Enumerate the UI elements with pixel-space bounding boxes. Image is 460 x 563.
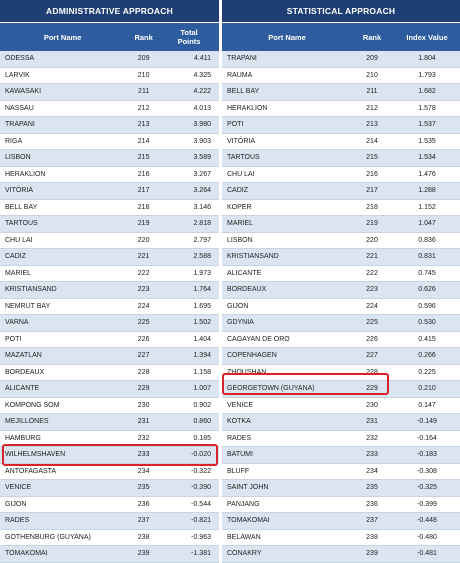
rank-cell: 223 <box>366 286 378 294</box>
rank-cell: 235 <box>366 484 378 492</box>
port-name-cell: RADES <box>5 517 30 525</box>
rank-cell: 223 <box>137 286 150 294</box>
table-row <box>222 348 460 365</box>
port-name-cell: BORDEAUX <box>227 286 267 294</box>
table-body <box>222 51 460 563</box>
table-row <box>222 282 460 299</box>
value-cell: 0.596 <box>418 302 436 310</box>
port-name-cell: KRISTIANSAND <box>227 253 279 261</box>
port-name-cell: MAZATLAN <box>5 352 42 360</box>
rank-cell: 210 <box>137 71 150 79</box>
port-name-cell: RIGA <box>5 137 23 145</box>
value-cell: -0.399 <box>417 500 437 508</box>
rank-cell: 228 <box>137 368 150 376</box>
value-cell: 1.973 <box>193 269 211 277</box>
header-port-name: Port Name <box>43 32 82 42</box>
value-cell: 1.534 <box>418 154 436 162</box>
table-row <box>222 315 460 332</box>
rank-cell: 224 <box>366 302 378 310</box>
rank-cell: 219 <box>137 220 150 228</box>
table-row <box>0 167 219 184</box>
port-name-cell: ALICANTE <box>227 269 262 277</box>
table-row <box>222 68 460 85</box>
rank-cell: 231 <box>366 418 378 426</box>
table-body <box>0 51 219 563</box>
port-name-cell: GOTHENBURG (GUYANA) <box>5 533 91 541</box>
port-name-cell: VITÓRIA <box>227 137 256 145</box>
rank-cell: 220 <box>137 236 150 244</box>
table-row <box>0 216 219 233</box>
rank-cell: 227 <box>366 352 378 360</box>
rank-cell: 221 <box>366 253 378 261</box>
value-cell: 1.404 <box>193 335 211 343</box>
port-name-cell: POTI <box>5 335 22 343</box>
table-row <box>222 414 460 431</box>
table-row <box>222 431 460 448</box>
table-row <box>0 200 219 217</box>
rank-cell: 237 <box>366 517 378 525</box>
table-row <box>222 497 460 514</box>
value-cell: 0.530 <box>418 319 436 327</box>
value-cell: 4.013 <box>193 104 211 112</box>
port-name-cell: GIJON <box>5 500 27 508</box>
port-name-cell: GDYNIA <box>227 319 254 327</box>
rank-cell: 225 <box>137 319 150 327</box>
value-cell: 1.537 <box>418 121 436 129</box>
table-row <box>0 513 219 530</box>
table-row <box>0 414 219 431</box>
value-cell: 1.502 <box>193 319 211 327</box>
value-cell: 1.288 <box>418 187 436 195</box>
rank-cell: 218 <box>366 203 378 211</box>
table-row <box>0 546 219 563</box>
table-title: STATISTICAL APPROACH <box>222 0 460 22</box>
value-cell: -0.390 <box>191 484 211 492</box>
rank-cell: 224 <box>137 302 150 310</box>
rank-cell: 233 <box>137 451 150 459</box>
table-row <box>222 200 460 217</box>
port-name-cell: GEORGETOWN (GUYANA) <box>227 385 315 393</box>
table-row <box>0 51 219 68</box>
value-cell: 3.980 <box>193 121 211 129</box>
table-row <box>222 249 460 266</box>
rank-cell: 217 <box>137 187 150 195</box>
port-name-cell: ODESSA <box>5 55 35 63</box>
rank-cell: 211 <box>138 88 150 96</box>
value-cell: 3.264 <box>193 187 211 195</box>
port-name-cell: LISBON <box>5 154 31 162</box>
port-name-cell: NASSAU <box>5 104 34 112</box>
port-name-cell: BELAWAN <box>227 533 261 541</box>
rank-cell: 228 <box>366 368 378 376</box>
statistical-approach-table <box>222 0 460 563</box>
port-name-cell: TARTOUS <box>5 220 38 228</box>
value-cell: 1.695 <box>193 302 211 310</box>
value-cell: 0.147 <box>418 401 436 409</box>
port-name-cell: TRAPANI <box>227 55 257 63</box>
rank-cell: 212 <box>137 104 150 112</box>
value-cell: 1.394 <box>193 352 211 360</box>
value-cell: 1.158 <box>193 368 211 376</box>
value-cell: 1.152 <box>418 203 436 211</box>
rank-cell: 222 <box>366 269 378 277</box>
port-name-cell: VENICE <box>227 401 254 409</box>
value-cell: -0.308 <box>417 467 437 475</box>
rank-cell: 213 <box>137 121 150 129</box>
header-index-value: Index Value <box>406 32 448 42</box>
port-name-cell: PANJANG <box>227 500 260 508</box>
rank-cell: 232 <box>366 434 378 442</box>
table-row <box>0 282 219 299</box>
rank-cell: 238 <box>366 533 378 541</box>
value-cell: 0.902 <box>193 401 211 409</box>
port-name-cell: TOMAKOMAI <box>5 550 48 558</box>
table-row <box>0 183 219 200</box>
port-name-cell: VARNA <box>5 319 29 327</box>
rank-cell: 236 <box>137 500 150 508</box>
port-name-cell: RAUMA <box>227 71 253 79</box>
table-row <box>0 480 219 497</box>
rank-cell: 214 <box>366 137 378 145</box>
table-row <box>0 150 219 167</box>
header-rank: Rank <box>362 32 382 42</box>
table-row <box>222 266 460 283</box>
value-cell: 0.745 <box>418 269 436 277</box>
table-row <box>222 464 460 481</box>
value-cell: 1.793 <box>418 71 436 79</box>
table-row <box>0 233 219 250</box>
rank-cell: 239 <box>137 550 150 558</box>
table-row <box>0 134 219 151</box>
table-row <box>222 51 460 68</box>
port-name-cell: VENICE <box>5 484 32 492</box>
value-cell: 1.535 <box>418 137 436 145</box>
value-cell: 1.007 <box>193 385 211 393</box>
rank-cell: 217 <box>366 187 378 195</box>
rank-cell: 209 <box>366 55 378 63</box>
value-cell: 1.047 <box>418 220 436 228</box>
table-row <box>222 546 460 563</box>
value-cell: 0.185 <box>193 434 211 442</box>
port-name-cell: KAWASAKI <box>5 88 42 96</box>
port-name-cell: TRAPANI <box>5 121 35 129</box>
table-row <box>222 101 460 118</box>
table-row <box>0 84 219 101</box>
rank-cell: 222 <box>137 269 150 277</box>
table-row <box>0 249 219 266</box>
rank-cell: 221 <box>137 253 150 261</box>
port-name-cell: COPENHAGEN <box>227 352 277 360</box>
port-name-cell: TOMAKOMAI <box>227 517 270 525</box>
rank-cell: 215 <box>137 154 150 162</box>
rank-cell: 234 <box>137 467 150 475</box>
value-cell: 0.626 <box>418 286 436 294</box>
rank-cell: 227 <box>137 352 150 360</box>
value-cell: 4.222 <box>193 88 211 96</box>
header-total-points: Total Points <box>177 28 201 46</box>
port-name-cell: ALICANTE <box>5 385 40 393</box>
port-name-cell: MARIEL <box>227 220 254 228</box>
table-row <box>0 365 219 382</box>
rank-cell: 234 <box>366 467 378 475</box>
value-cell: 2.818 <box>193 220 211 228</box>
port-name-cell: CONAKRY <box>227 550 262 558</box>
rank-cell: 216 <box>137 170 150 178</box>
table-row <box>0 332 219 349</box>
rank-cell: 229 <box>366 385 378 393</box>
port-name-cell: CAGAYAN DE ORO <box>227 335 290 343</box>
table-row <box>0 68 219 85</box>
table-row <box>222 513 460 530</box>
rank-cell: 229 <box>137 385 150 393</box>
value-cell: 3.146 <box>193 203 211 211</box>
port-name-cell: CHU LAI <box>227 170 255 178</box>
rank-cell: 226 <box>137 335 150 343</box>
rank-cell: 218 <box>137 203 150 211</box>
header-port-name: Port Name <box>268 32 306 42</box>
rank-cell: 214 <box>137 137 150 145</box>
value-cell: 1.578 <box>418 104 436 112</box>
port-name-cell: VITÓRIA <box>5 187 34 195</box>
table-row <box>0 315 219 332</box>
table-row <box>0 299 219 316</box>
port-name-cell: LISBON <box>227 236 253 244</box>
value-cell: 0.831 <box>418 253 436 261</box>
rank-cell: 219 <box>366 220 378 228</box>
rades-highlight-right <box>222 373 389 395</box>
table-row <box>0 398 219 415</box>
table-row <box>0 117 219 134</box>
rades-highlight-left <box>2 444 218 466</box>
rank-cell: 209 <box>137 55 150 63</box>
port-name-cell: HAMBURG <box>5 434 41 442</box>
port-name-cell: BATUMI <box>227 451 253 459</box>
port-name-cell: POTI <box>227 121 244 129</box>
rank-cell: 230 <box>137 401 150 409</box>
table-row <box>222 150 460 167</box>
table-row <box>222 398 460 415</box>
port-name-cell: CHU LAI <box>5 236 33 244</box>
table-row <box>222 233 460 250</box>
port-name-cell: KOMPONG SOM <box>5 401 60 409</box>
rank-cell: 226 <box>366 335 378 343</box>
table-row <box>222 299 460 316</box>
port-name-cell: SAINT JOHN <box>227 484 269 492</box>
value-cell: 1.804 <box>418 55 436 63</box>
value-cell: 0.836 <box>418 236 436 244</box>
table-row <box>222 530 460 547</box>
column-headers <box>222 22 460 51</box>
value-cell: 4.325 <box>193 71 211 79</box>
table-row <box>222 480 460 497</box>
value-cell: 0.415 <box>418 335 436 343</box>
rank-cell: 212 <box>366 104 378 112</box>
value-cell: 0.266 <box>418 352 436 360</box>
rank-cell: 238 <box>137 533 150 541</box>
value-cell: 1.764 <box>193 286 211 294</box>
table-row <box>222 183 460 200</box>
value-cell: -0.164 <box>417 434 437 442</box>
value-cell: -0.544 <box>191 500 211 508</box>
rank-cell: 225 <box>366 319 378 327</box>
table-row <box>0 266 219 283</box>
value-cell: 2.797 <box>193 236 211 244</box>
value-cell: -0.821 <box>191 517 211 525</box>
rank-cell: 239 <box>366 550 378 558</box>
table-row <box>222 84 460 101</box>
value-cell: -0.448 <box>417 517 437 525</box>
value-cell: 2.588 <box>193 253 211 261</box>
value-cell: 1.682 <box>418 88 436 96</box>
administrative-approach-table <box>0 0 219 563</box>
rank-cell: 220 <box>366 236 378 244</box>
table-title: ADMINISTRATIVE APPROACH <box>0 0 219 22</box>
rank-cell: 233 <box>366 451 378 459</box>
port-name-cell: KRISTIANSAND <box>5 286 57 294</box>
port-name-cell: ZHOUSHAN <box>227 368 267 376</box>
value-cell: -0.183 <box>417 451 437 459</box>
value-cell: 0.210 <box>418 385 436 393</box>
port-name-cell: MEJILLONES <box>5 418 49 426</box>
rank-cell: 211 <box>366 88 378 96</box>
port-name-cell: WILHELMSHAVEN <box>5 451 66 459</box>
port-name-cell: KOPER <box>227 203 252 211</box>
rank-cell: 213 <box>366 121 378 129</box>
port-name-cell: BELL BAY <box>227 88 260 96</box>
rank-cell: 232 <box>137 434 150 442</box>
table-row <box>222 167 460 184</box>
rank-cell: 216 <box>366 170 378 178</box>
value-cell: 3.267 <box>193 170 211 178</box>
rank-cell: 231 <box>137 418 150 426</box>
table-row <box>222 117 460 134</box>
value-cell: -0.480 <box>417 533 437 541</box>
table-row <box>0 530 219 547</box>
port-name-cell: GIJON <box>227 302 249 310</box>
table-row <box>222 216 460 233</box>
table-row <box>0 497 219 514</box>
table-row <box>222 134 460 151</box>
value-cell: 0.860 <box>193 418 211 426</box>
value-cell: 0.225 <box>418 368 436 376</box>
rank-cell: 237 <box>137 517 150 525</box>
value-cell: -0.020 <box>191 451 211 459</box>
port-name-cell: HERAKLION <box>227 104 268 112</box>
rank-cell: 215 <box>366 154 378 162</box>
port-name-cell: KOTKA <box>227 418 251 426</box>
value-cell: 1.476 <box>418 170 436 178</box>
table-row <box>0 348 219 365</box>
column-headers <box>0 22 219 51</box>
table-row <box>0 101 219 118</box>
value-cell: 4.411 <box>194 55 211 63</box>
port-name-cell: BLUFF <box>227 467 250 475</box>
rank-cell: 236 <box>366 500 378 508</box>
header-rank: Rank <box>134 32 153 42</box>
port-name-cell: HERAKLION <box>5 170 46 178</box>
value-cell: 3.589 <box>193 154 211 162</box>
port-name-cell: MARIEL <box>5 269 32 277</box>
table-row <box>222 447 460 464</box>
port-name-cell: BORDEAUX <box>5 368 45 376</box>
port-name-cell: ANTOFAGASTA <box>5 467 57 475</box>
value-cell: -0.149 <box>417 418 437 426</box>
port-name-cell: TARTOUS <box>227 154 260 162</box>
table-row <box>222 332 460 349</box>
port-name-cell: CADIZ <box>5 253 26 261</box>
port-name-cell: RADES <box>227 434 252 442</box>
rank-cell: 230 <box>366 401 378 409</box>
rank-cell: 235 <box>137 484 150 492</box>
value-cell: -1.381 <box>191 550 211 558</box>
value-cell: 3.903 <box>193 137 211 145</box>
value-cell: -0.322 <box>191 467 211 475</box>
port-name-cell: NEMRUT BAY <box>5 302 51 310</box>
rank-cell: 210 <box>366 71 378 79</box>
port-name-cell: CADIZ <box>227 187 248 195</box>
table-row <box>0 381 219 398</box>
value-cell: -0.963 <box>191 533 211 541</box>
value-cell: -0.325 <box>417 484 437 492</box>
port-name-cell: LARVIK <box>5 71 30 79</box>
value-cell: -0.481 <box>417 550 437 558</box>
port-name-cell: BELL BAY <box>5 203 38 211</box>
